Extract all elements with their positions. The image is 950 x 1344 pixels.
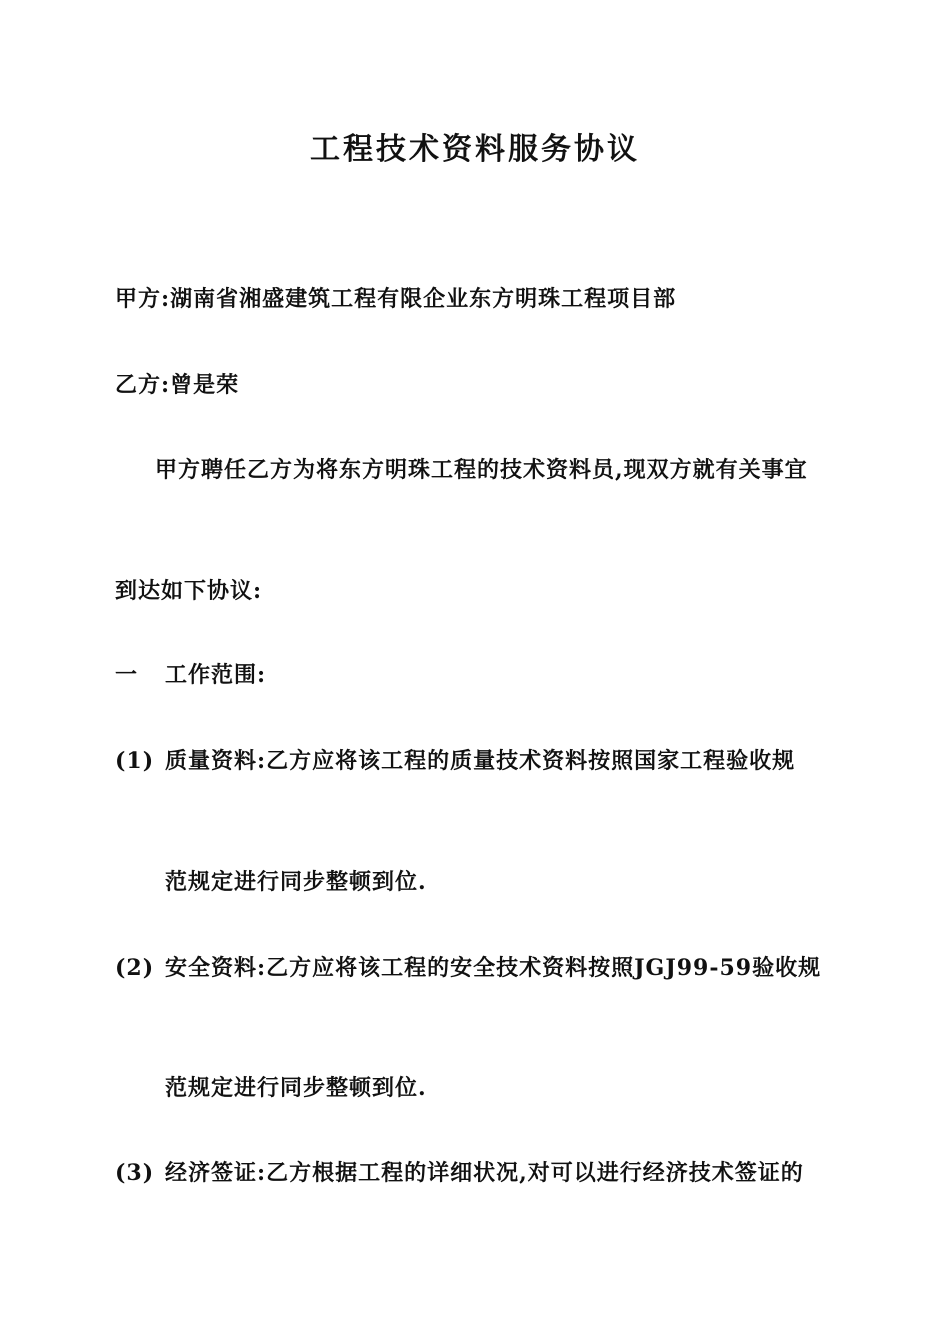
party-a: 甲方:湖南省湘盛建筑工程有限企业东方明珠工程项目部 <box>115 286 677 312</box>
item-number: (3) <box>115 1160 155 1186</box>
section-number: 一 <box>115 662 139 688</box>
item-text-line-2: 范规定进行同步整顿到位. <box>165 1075 427 1101</box>
item-text-line-1: 经济签证:乙方根据工程的详细状况,对可以进行经济技术签证的 <box>165 1160 804 1186</box>
list-item <box>115 1158 804 1188</box>
list-item <box>115 953 821 983</box>
item-text-line-1: 安全资料:乙方应将该工程的安全技术资料按照JGJ99-59验收规 <box>165 955 822 981</box>
item-number: (2) <box>115 955 155 981</box>
section-title: 工作范围: <box>165 662 267 688</box>
party-b: 乙方:曾是荣 <box>115 372 240 398</box>
intro-paragraph-line-1: 甲方聘任乙方为将东方明珠工程的技术资料员,现双方就有关事宜 <box>155 457 808 483</box>
item-number: (1) <box>115 748 155 774</box>
list-item <box>115 746 795 776</box>
item-text-line-1: 质量资料:乙方应将该工程的质量技术资料按照国家工程验收规 <box>165 748 796 774</box>
item-text-line-2: 范规定进行同步整顿到位. <box>165 869 427 895</box>
document-title: 工程技术资料服务协议 <box>310 132 640 167</box>
intro-paragraph-line-2: 到达如下协议: <box>115 578 263 604</box>
section-heading <box>115 660 266 690</box>
